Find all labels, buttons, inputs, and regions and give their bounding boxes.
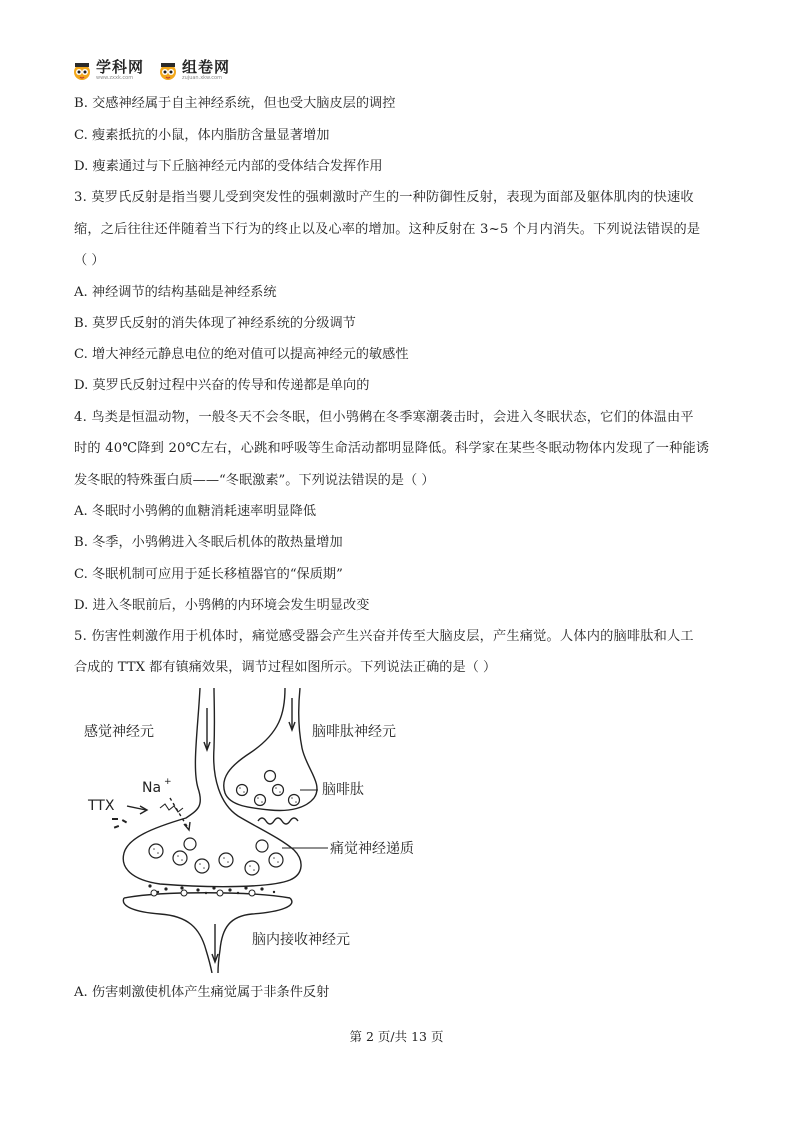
question-5-line-2: 合成的 TTX 都有镇痛效果，调节过程如图所示。下列说法正确的是（ ） [74, 660, 497, 675]
header-logos [72, 60, 230, 81]
owl-logo-icon [158, 61, 178, 81]
brand-url-1: www.zxxk.com [96, 75, 134, 81]
option-d-q4: D. 进入冬眠前后，小鸮鸺的内环境会发生明显改变 [74, 598, 370, 613]
label-enkephalin-neuron: 脑啡肽神经元 [312, 724, 396, 740]
option-c-q4: C. 冬眠机制可应用于延长移植器官的“保质期” [74, 567, 343, 582]
label-enkephalin: 脑啡肽 [322, 782, 364, 798]
question-3-line-1: 3. 莫罗氏反射是指当婴儿受到突发性的强刺激时产生的一种防御性反射，表现为面部及躯体肌肉的快速收 [74, 190, 694, 205]
label-sensory-neuron: 感觉神经元 [84, 724, 154, 740]
option-d-q3: D. 莫罗氏反射过程中兴奋的传导和传递都是单向的 [74, 378, 370, 393]
question-3-line-3: （ ） [74, 253, 105, 268]
owl-logo-icon [72, 61, 92, 81]
option-a-q3: A. 神经调节的结构基础是神经系统 [74, 285, 277, 300]
option-b-q4: B. 冬季，小鸮鸺进入冬眠后机体的散热量增加 [74, 535, 343, 550]
option-c-q3: C. 增大神经元静息电位的绝对值可以提高神经元的敏感性 [74, 347, 409, 362]
brand-name-1: 学科网 [96, 58, 145, 76]
question-4-line-3: 发冬眠的特殊蛋白质——“冬眠激素”。下列说法错误的是（ ） [74, 473, 435, 488]
option-d-q2: D. 瘦素通过与下丘脑神经元内部的受体结合发挥作用 [74, 159, 383, 174]
label-brain-receiving-neuron: 脑内接收神经元 [252, 932, 350, 948]
brand-url-2: zujuan.xkw.com [182, 75, 222, 81]
option-a-q5: A. 伤害刺激使机体产生痛觉属于非条件反射 [74, 985, 330, 1000]
page-number: 第 2 页/共 13 页 [349, 1029, 444, 1044]
option-c-q2: C. 瘦素抵抗的小鼠，体内脂肪含量显著增加 [74, 128, 330, 143]
brand-name-2: 组卷网 [182, 58, 231, 76]
question-3-line-2: 缩，之后往往还伴随着当下行为的终止以及心率的增加。这种反射在 3~5 个月内消失。下列说法错误的是 [74, 222, 701, 237]
synapse-diagram [80, 688, 440, 973]
label-ttx: TTX [88, 798, 115, 814]
question-4-line-2: 时的 40℃降到 20℃左右，心跳和呼吸等生命活动都明显降低。科学家在某些冬眠动物体内发现了一种能诱 [74, 441, 710, 456]
option-a-q4: A. 冬眠时小鸮鸺的血糖消耗速率明显降低 [74, 504, 317, 519]
question-5-line-1: 5. 伤害性刺激作用于机体时，痛觉感受器会产生兴奋并传至大脑皮层，产生痛觉。人体内的脑啡肽和人工 [74, 629, 694, 644]
option-b-q2: B. 交感神经属于自主神经系统，但也受大脑皮层的调控 [74, 96, 396, 111]
option-b-q3: B. 莫罗氏反射的消失体现了神经系统的分级调节 [74, 316, 356, 331]
question-4-line-1: 4. 鸟类是恒温动物，一般冬天不会冬眠，但小鸮鸺在冬季寒潮袭击时，会进入冬眠状态，它们的体温由平 [74, 410, 694, 425]
label-na: Na [142, 780, 162, 796]
brand-zujuanwang [158, 60, 230, 81]
label-na-sup: + [164, 777, 172, 787]
brand-xuekewang [72, 60, 144, 81]
label-pain-transmitter: 痛觉神经递质 [330, 841, 414, 857]
